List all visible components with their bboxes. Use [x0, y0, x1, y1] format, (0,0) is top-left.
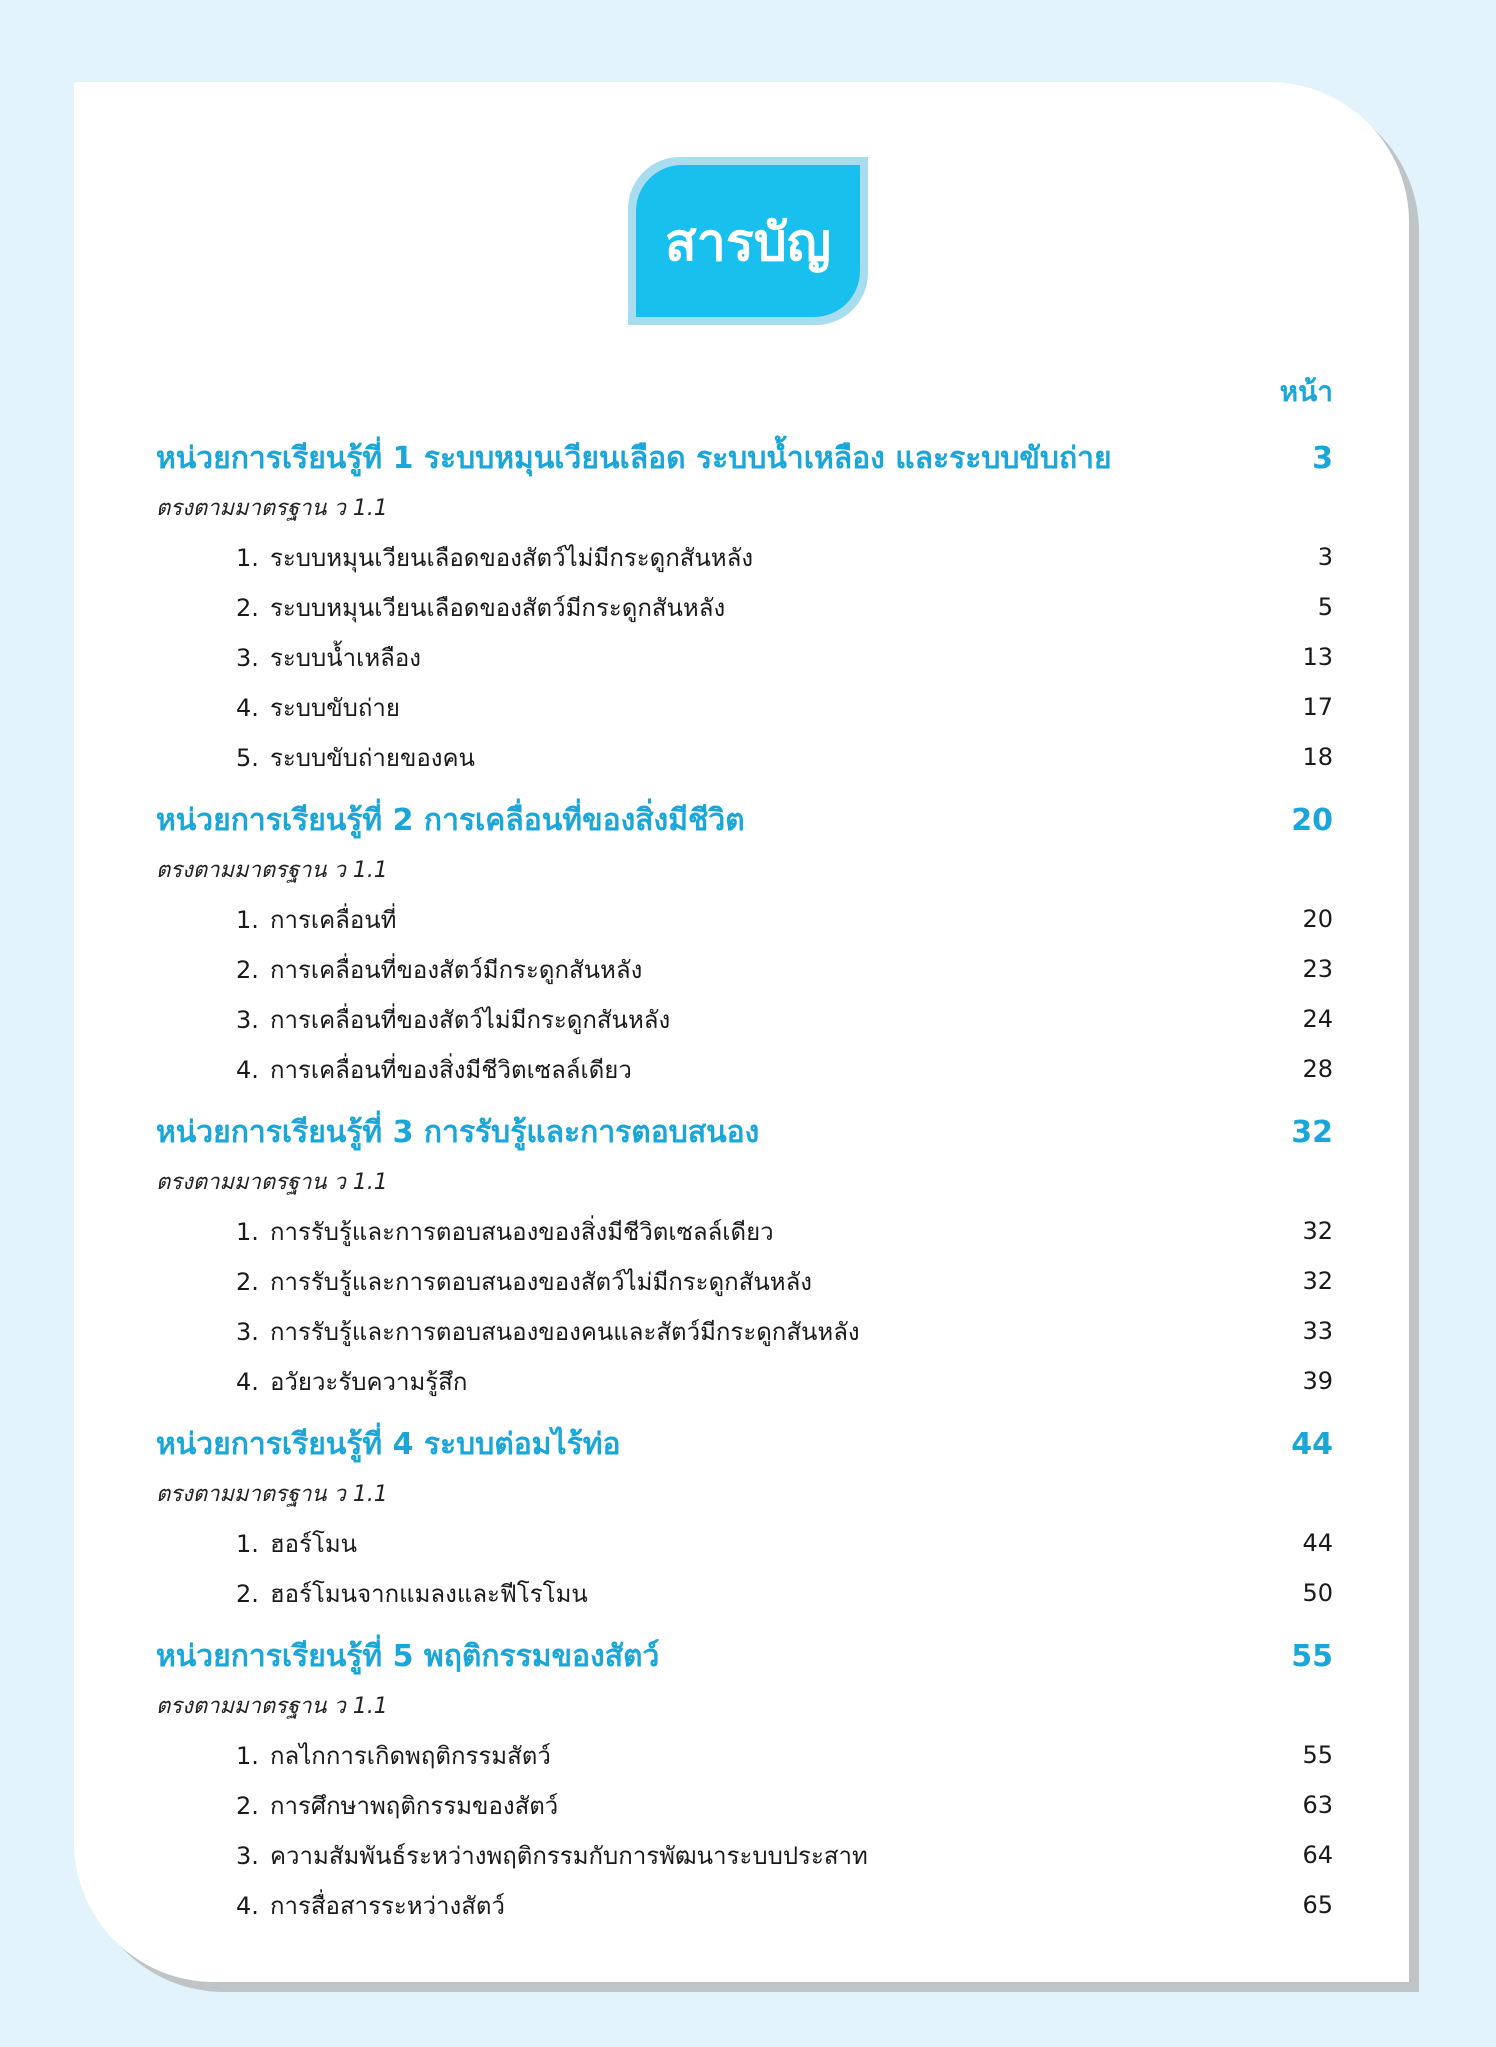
toc-item[interactable]: [156, 632, 1333, 682]
toc-item-number: 1.: [236, 1217, 259, 1246]
toc-item-page-number: 63: [1302, 1791, 1333, 1819]
toc-item-page-number: 64: [1302, 1841, 1333, 1869]
toc-item-page-number: 44: [1302, 1529, 1333, 1557]
toc-item-page-number: 65: [1302, 1891, 1333, 1919]
unit-gap: [156, 1406, 1333, 1416]
toc-item-label: อวัยวะรับความรู้สึก: [270, 1367, 468, 1396]
toc-item-label: การเคลื่อนที่: [270, 905, 397, 934]
toc-item-entry: [156, 588, 725, 627]
unit-title: หน่วยการเรียนรู้ที่ 2 การเคลื่อนที่ของสิ่งมีชีวิต: [156, 802, 745, 838]
toc-item-number: 5.: [236, 743, 259, 772]
toc-item-page-number: 32: [1302, 1267, 1333, 1295]
unit-page-number: 55: [1291, 1638, 1333, 1674]
toc-item-entry: [156, 1886, 505, 1925]
toc-item-label: ระบบหมุนเวียนเลือดของสัตว์ไม่มีกระดูกสันหลัง: [270, 543, 754, 572]
toc-item-number: 4.: [236, 693, 259, 722]
toc-item-label: ฮอร์โมนจากแมลงและฟีโรโมน: [270, 1579, 588, 1608]
toc-item-entry: [156, 1212, 774, 1251]
toc-item-number: 1.: [236, 1741, 259, 1770]
toc-item-entry: [156, 900, 397, 939]
unit-standard: ตรงตามมาตรฐาน ว 1.1: [156, 1482, 388, 1507]
unit-standard: ตรงตามมาตรฐาน ว 1.1: [156, 496, 388, 521]
toc-item[interactable]: [156, 532, 1333, 582]
toc-item-label: การรับรู้และการตอบสนองของคนและสัตว์มีกระดูกสันหลัง: [270, 1317, 860, 1346]
toc-item-number: 4.: [236, 1891, 259, 1920]
unit-page-number: 20: [1291, 802, 1333, 838]
toc-item[interactable]: [156, 1206, 1333, 1256]
toc-item-label: การศึกษาพฤติกรรมของสัตว์: [270, 1791, 559, 1820]
unit-page-number: 32: [1291, 1114, 1333, 1150]
unit-standard: ตรงตามมาตรฐาน ว 1.1: [156, 1170, 388, 1195]
toc-item-number: 1.: [236, 905, 259, 934]
toc-item-number: 2.: [236, 1267, 259, 1296]
toc-item-page-number: 50: [1302, 1579, 1333, 1607]
toc-item-page-number: 55: [1302, 1741, 1333, 1769]
unit-heading[interactable]: [156, 1104, 1333, 1160]
unit-heading[interactable]: [156, 1416, 1333, 1472]
page-column-header: หน้า: [1279, 375, 1333, 408]
unit-heading[interactable]: [156, 1628, 1333, 1684]
toc-item-entry: [156, 1524, 357, 1563]
toc-item-entry: [156, 1050, 632, 1089]
toc-item-label: การเคลื่อนที่ของสัตว์มีกระดูกสันหลัง: [270, 955, 643, 984]
toc-item-page-number: 13: [1302, 643, 1333, 671]
toc-item[interactable]: [156, 944, 1333, 994]
toc-item-entry: [156, 538, 753, 577]
toc-item-entry: [156, 638, 421, 677]
toc-item-number: 3.: [236, 1005, 259, 1034]
toc-item-label: ฮอร์โมน: [270, 1529, 358, 1558]
toc-item-entry: [156, 1786, 558, 1825]
table-of-contents: [156, 430, 1333, 1930]
toc-item-label: การเคลื่อนที่ของสิ่งมีชีวิตเซลล์เดียว: [270, 1055, 632, 1084]
toc-item-label: ระบบน้ำเหลือง: [270, 643, 421, 672]
unit-gap: [156, 782, 1333, 792]
toc-item-page-number: 20: [1302, 905, 1333, 933]
toc-item-label: การรับรู้และการตอบสนองของสิ่งมีชีวิตเซลล์เดียว: [270, 1217, 774, 1246]
toc-item-entry: [156, 1736, 551, 1775]
toc-item[interactable]: [156, 1306, 1333, 1356]
toc-item-entry: [156, 688, 400, 727]
toc-item-page-number: 32: [1302, 1217, 1333, 1245]
toc-item-page-number: 5: [1317, 593, 1333, 621]
toc-item[interactable]: [156, 894, 1333, 944]
toc-item-page-number: 3: [1317, 543, 1333, 571]
toc-item-number: 2.: [236, 593, 259, 622]
title-badge: [628, 157, 868, 325]
toc-item-page-number: 23: [1302, 955, 1333, 983]
toc-item[interactable]: [156, 1044, 1333, 1094]
unit-standard: ตรงตามมาตรฐาน ว 1.1: [156, 1694, 388, 1719]
toc-item-label: ระบบหมุนเวียนเลือดของสัตว์มีกระดูกสันหลัง: [270, 593, 726, 622]
toc-item-label: กลไกการเกิดพฤติกรรมสัตว์: [270, 1741, 551, 1770]
toc-item-entry: [156, 950, 642, 989]
toc-item[interactable]: [156, 1356, 1333, 1406]
toc-item-number: 3.: [236, 643, 259, 672]
toc-item-number: 3.: [236, 1317, 259, 1346]
toc-item-label: ระบบขับถ่าย: [270, 693, 400, 722]
toc-item[interactable]: [156, 1780, 1333, 1830]
toc-item-page-number: 33: [1302, 1317, 1333, 1345]
toc-item-entry: [156, 1362, 467, 1401]
toc-item[interactable]: [156, 1568, 1333, 1618]
toc-item-number: 1.: [236, 1529, 259, 1558]
toc-item-entry: [156, 1262, 812, 1301]
toc-item[interactable]: [156, 682, 1333, 732]
toc-item-number: 2.: [236, 1579, 259, 1608]
unit-standard: ตรงตามมาตรฐาน ว 1.1: [156, 858, 388, 883]
toc-item-number: 4.: [236, 1055, 259, 1084]
toc-item-label: การรับรู้และการตอบสนองของสัตว์ไม่มีกระดูกสันหลัง: [270, 1267, 812, 1296]
toc-item-label: การเคลื่อนที่ของสัตว์ไม่มีกระดูกสันหลัง: [270, 1005, 671, 1034]
unit-page-number: 3: [1312, 440, 1333, 476]
toc-item-number: 3.: [236, 1841, 259, 1870]
page-title: สารบัญ: [636, 165, 860, 317]
toc-item-label: ระบบขับถ่ายของคน: [270, 743, 475, 772]
toc-item[interactable]: [156, 1880, 1333, 1930]
toc-item-page-number: 18: [1302, 743, 1333, 771]
unit-gap: [156, 1618, 1333, 1628]
toc-item-page-number: 24: [1302, 1005, 1333, 1033]
toc-item-number: 2.: [236, 955, 259, 984]
unit-title: หน่วยการเรียนรู้ที่ 4 ระบบต่อมไร้ท่อ: [156, 1426, 621, 1462]
toc-item-number: 2.: [236, 1791, 259, 1820]
toc-item[interactable]: [156, 1256, 1333, 1306]
toc-item[interactable]: [156, 1730, 1333, 1780]
toc-item-page-number: 28: [1302, 1055, 1333, 1083]
toc-item-label: การสื่อสารระหว่างสัตว์: [270, 1891, 505, 1920]
toc-item[interactable]: [156, 1518, 1333, 1568]
unit-heading[interactable]: [156, 792, 1333, 848]
toc-item[interactable]: [156, 582, 1333, 632]
toc-item[interactable]: [156, 1830, 1333, 1880]
toc-item-entry: [156, 1312, 860, 1351]
unit-gap: [156, 1094, 1333, 1104]
unit-title: หน่วยการเรียนรู้ที่ 1 ระบบหมุนเวียนเลือด ระบบน้ำเหลือง และระบบขับถ่าย: [156, 440, 1112, 476]
toc-item[interactable]: [156, 994, 1333, 1044]
toc-item-entry: [156, 1574, 588, 1613]
unit-heading[interactable]: [156, 430, 1333, 486]
unit-page-number: 44: [1291, 1426, 1333, 1462]
toc-item-entry: [156, 1000, 670, 1039]
toc-item-label: ความสัมพันธ์ระหว่างพฤติกรรมกับการพัฒนาระบบประสาท: [270, 1841, 868, 1870]
toc-item-entry: [156, 1836, 868, 1875]
unit-title: หน่วยการเรียนรู้ที่ 3 การรับรู้และการตอบสนอง: [156, 1114, 760, 1150]
toc-item-number: 1.: [236, 543, 259, 572]
toc-item-page-number: 17: [1302, 693, 1333, 721]
toc-item-number: 4.: [236, 1367, 259, 1396]
toc-item[interactable]: [156, 732, 1333, 782]
toc-item-page-number: 39: [1302, 1367, 1333, 1395]
toc-item-entry: [156, 738, 475, 777]
unit-title: หน่วยการเรียนรู้ที่ 5 พฤติกรรมของสัตว์: [156, 1638, 660, 1674]
